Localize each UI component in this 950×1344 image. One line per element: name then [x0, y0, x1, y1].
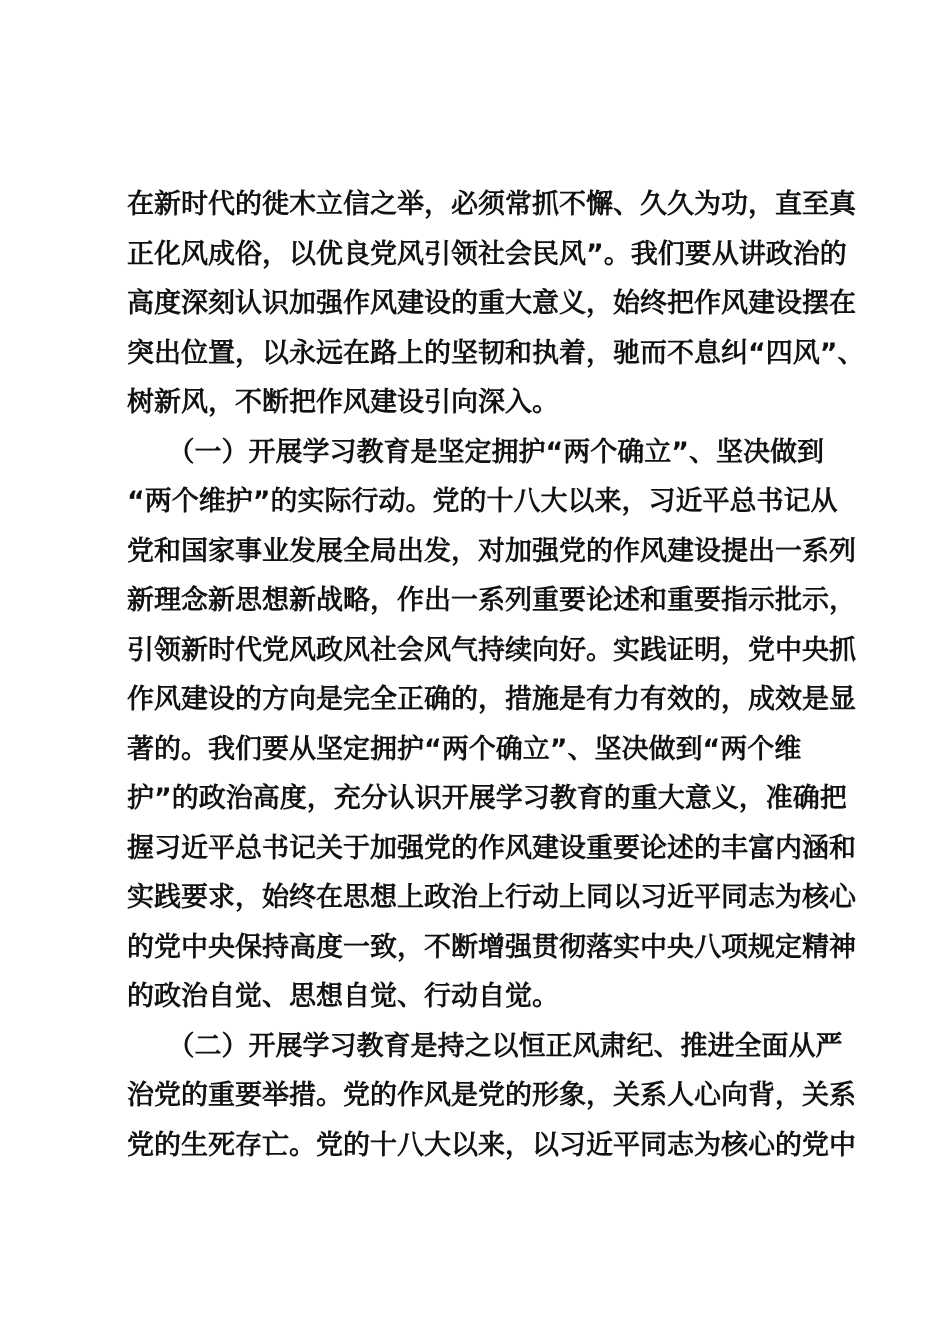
text-line: 引领新时代党风政风社会风气持续向好。实践证明，党中央抓	[127, 634, 856, 666]
text-line: 新理念新思想新战略，作出一系列重要论述和重要指示批示，	[127, 585, 856, 616]
text-line: 正化风成俗，以优良党风引领社会民风”。我们要从讲政治的	[127, 238, 847, 270]
text-line: 著的。我们要从坚定拥护“两个确立”、坚决做到“两个维	[127, 733, 802, 765]
text-line: 在新时代的徙木立信之举，必须常抓不懈、久久为功，直至真	[127, 189, 856, 220]
text-line: 实践要求，始终在思想上政治上行动上同以习近平同志为核心	[127, 882, 856, 913]
text-line: 的政治自觉、思想自觉、行动自觉。	[127, 981, 559, 1012]
text-line: 护”的政治高度，充分认识开展学习教育的重大意义，准确把	[127, 783, 847, 814]
text-line: 突出位置，以永远在路上的坚韧和执着，驰而不息纠“四风”、	[127, 337, 865, 369]
text-line: 党和国家事业发展全局出发，对加强党的作风建设提出一系列	[127, 535, 856, 567]
text-line: “两个维护”的实际行动。党的十八大以来，习近平总书记从	[127, 486, 838, 517]
paragraph-heading-2: （二）开展学习教育是持之以恒正风肃纪、推进全面从严	[127, 1030, 843, 1062]
text-line: 的党中央保持高度一致，不断增强贯彻落实中央八项规定精神	[127, 931, 856, 963]
text-line: 治党的重要举措。党的作风是党的形象，关系人心向背，关系	[127, 1080, 856, 1111]
text-line: 作风建设的方向是完全正确的，措施是有力有效的，成效是显	[127, 684, 856, 715]
body-text	[127, 180, 865, 1170]
text-line: 树新风，不断把作风建设引向深入。	[127, 387, 559, 418]
text-line: 高度深刻认识加强作风建设的重大意义，始终把作风建设摆在	[127, 288, 856, 319]
paragraph-heading-1: （一）开展学习教育是坚定拥护“两个确立”、坚决做到	[127, 436, 824, 468]
text-line: 握习近平总书记关于加强党的作风建设重要论述的丰富内涵和	[127, 832, 856, 864]
text-line: 党的生死存亡。党的十八大以来，以习近平同志为核心的党中	[127, 1129, 856, 1161]
